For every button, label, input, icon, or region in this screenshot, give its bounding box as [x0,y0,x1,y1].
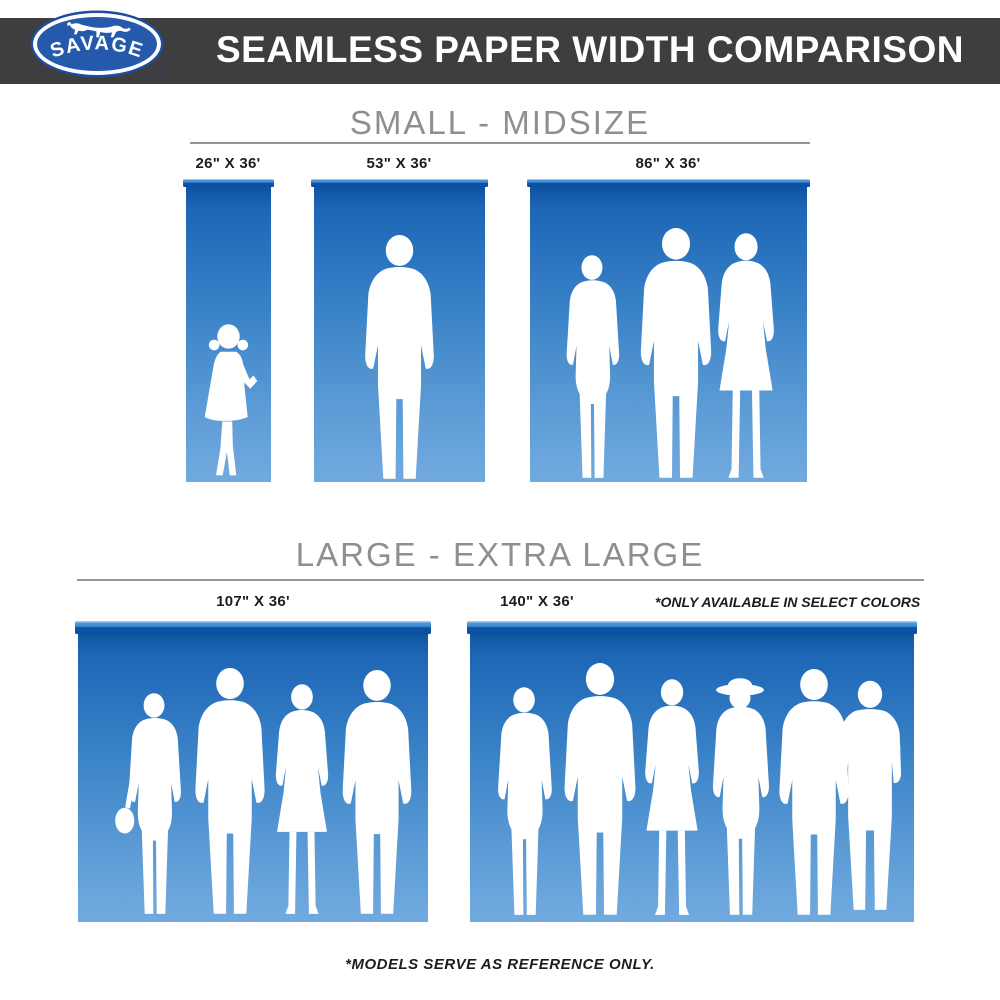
silhouette-group-of-six [470,634,914,922]
silhouette-group-of-four [78,634,428,922]
silhouette-girl [186,187,271,482]
divider-rule [190,142,810,144]
paper-panel-26x36 [186,187,271,482]
select-colors-note: *ONLY AVAILABLE IN SELECT COLORS [655,594,921,610]
size-label-140x36: 140" X 36' [500,593,574,610]
paper-roll-107 [75,621,431,634]
paper-roll-53 [311,179,488,187]
models-reference-footnote: *MODELS SERVE AS REFERENCE ONLY. [345,956,655,973]
paper-roll-140 [467,621,917,634]
paper-roll-26 [183,179,274,187]
paper-panel-107x36 [78,634,428,922]
size-label-26x36: 26" X 36' [195,155,261,172]
paper-panel-140x36 [470,634,914,922]
paper-panel-86x36 [530,187,807,482]
paper-panel-53x36 [314,187,485,482]
registered-mark: ® [161,71,167,78]
logo-brand-text: SAVAGE [47,32,147,63]
size-label-86x36: 86" X 36' [635,155,701,172]
size-label-107x36: 107" X 36' [216,593,290,610]
savage-logo [28,9,168,81]
size-label-53x36: 53" X 36' [366,155,432,172]
paper-roll-86 [527,179,810,187]
section-title-large-xl: LARGE - EXTRA LARGE [295,536,705,573]
section-title-small-midsize: SMALL - MIDSIZE [349,104,651,141]
silhouette-group-of-three [530,187,807,482]
silhouette-man [314,187,485,482]
divider-rule [77,579,924,581]
page-title: SEAMLESS PAPER WIDTH COMPARISON [215,29,964,70]
